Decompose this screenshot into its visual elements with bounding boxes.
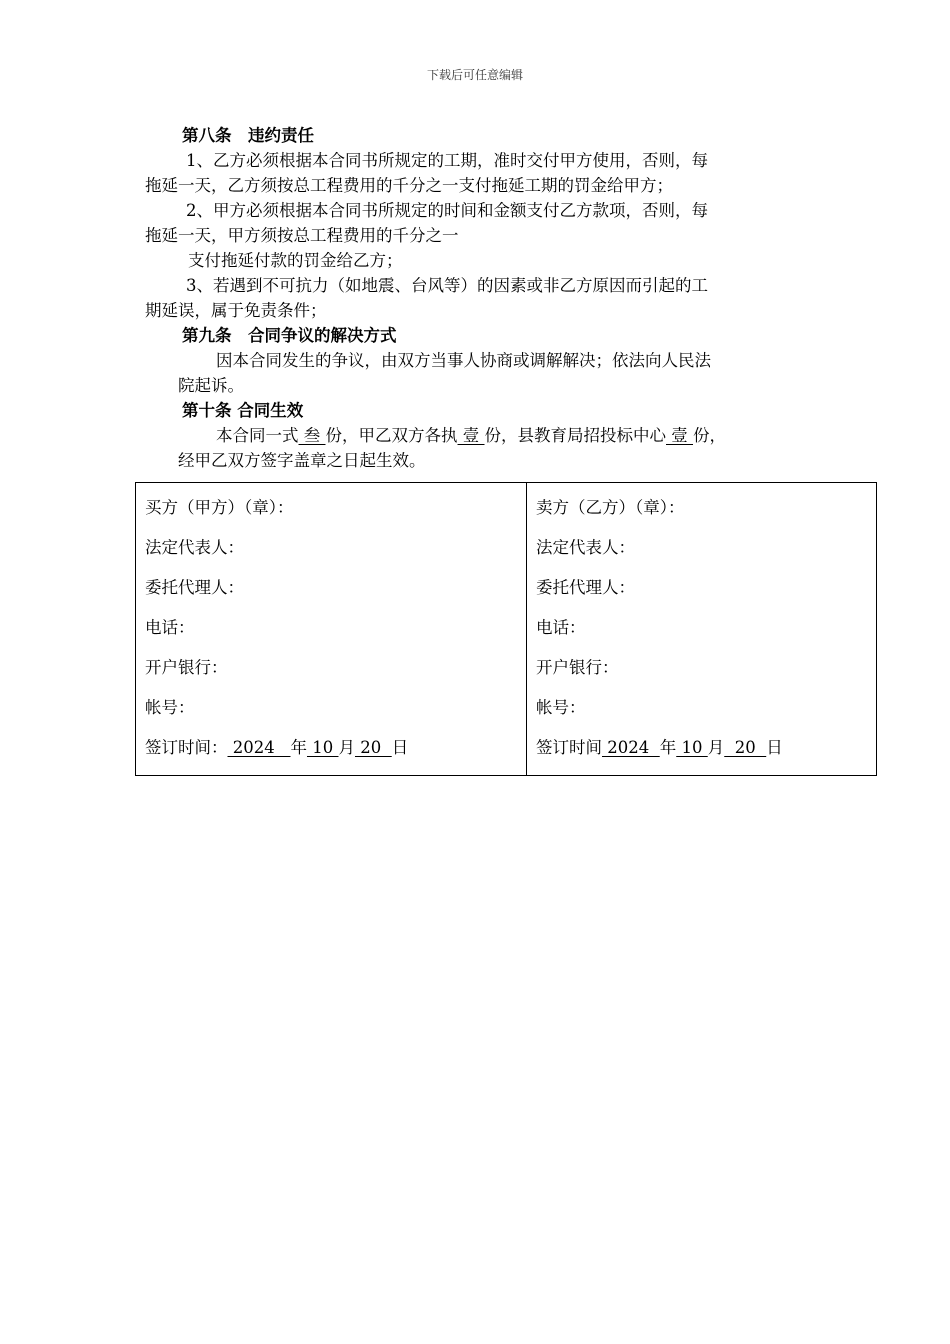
buyer-legal-rep-label: 法定代表人：	[145, 538, 244, 557]
seller-agent-label: 委托代理人：	[536, 578, 635, 597]
article-8-clause-1-line-1: 1、乙方必须根据本合同书所规定的工期，准时交付甲方使用，否则，每	[186, 151, 708, 170]
signature-table	[135, 482, 877, 776]
buyer-month-suffix: 月	[338, 738, 355, 757]
seller-date-label: 签订时间	[536, 738, 602, 757]
article-8-title: 第八条 违约责任	[182, 126, 314, 145]
buyer-party-label: 买方（甲方）（章）：	[145, 498, 294, 517]
buyer-year-suffix: 年	[290, 738, 307, 757]
copies-total-field: 叁	[298, 426, 326, 445]
article-8-clause-3-line-1: 3、若遇到不可抗力（如地震、台风等）的因素或非乙方原因而引起的工	[186, 276, 708, 295]
article-10-line-2: 经甲乙双方签字盖章之日起生效。	[178, 451, 426, 470]
buyer-account-label: 帐号：	[145, 698, 195, 717]
buyer-year-field: 2024	[227, 738, 291, 757]
buyer-cell	[136, 483, 527, 776]
seller-legal-rep-label: 法定代表人：	[536, 538, 635, 557]
article-9-line-1: 因本合同发生的争议，由双方当事人协商或调解解决；依法向人民法	[216, 351, 711, 370]
article-8-clause-1-line-2: 拖延一天，乙方须按总工程费用的千分之一支付拖延工期的罚金给甲方；	[145, 176, 673, 195]
article-10-line-1	[216, 424, 726, 448]
page-header: 下载后可任意编辑	[426, 68, 523, 82]
article-9-line-2: 院起诉。	[178, 376, 244, 395]
buyer-phone-label: 电话：	[145, 618, 195, 637]
seller-party-label: 卖方（乙方）（章）：	[536, 498, 685, 517]
seller-year-field: 2024	[602, 738, 660, 757]
seller-account-label: 帐号：	[536, 698, 586, 717]
buyer-agent-label: 委托代理人：	[145, 578, 244, 597]
seller-month-suffix: 月	[707, 738, 725, 757]
article-8-clause-2-line-3: 支付拖延付款的罚金给乙方；	[188, 251, 403, 270]
buyer-date-label: 签订时间：	[145, 738, 228, 757]
seller-day-field: 20	[724, 738, 767, 757]
copies-each-field: 壹	[457, 426, 485, 445]
seller-sign-date	[536, 735, 876, 775]
article-10-seg-2: 份，甲乙双方各执	[325, 426, 458, 445]
article-8-clause-3-line-2: 期延误，属于免责条件；	[145, 301, 327, 320]
seller-day-suffix: 日	[766, 738, 783, 757]
buyer-sign-date	[145, 735, 526, 775]
article-8-clause-2-line-2: 拖延一天，甲方须按总工程费用的千分之一	[145, 226, 459, 245]
seller-bank-label: 开户银行：	[536, 658, 619, 677]
copies-center-field: 壹	[666, 426, 693, 445]
seller-year-suffix: 年	[659, 738, 677, 757]
article-10-title: 第十条 合同生效	[182, 401, 304, 420]
seller-month-field: 10	[676, 738, 708, 757]
article-10-seg-3: 份，县教育局招投标中心	[484, 426, 666, 445]
buyer-day-field: 20	[354, 738, 392, 757]
buyer-day-suffix: 日	[391, 738, 409, 757]
article-8-clause-2-line-1: 2、甲方必须根据本合同书所规定的时间和金额支付乙方款项，否则，每	[186, 201, 708, 220]
article-9-title: 第九条 合同争议的解决方式	[182, 326, 397, 345]
article-10-seg-4: 份，	[693, 426, 726, 445]
seller-cell	[527, 483, 877, 776]
buyer-month-field: 10	[306, 738, 339, 757]
article-10-seg-1: 本合同一式	[216, 426, 299, 445]
buyer-bank-label: 开户银行：	[145, 658, 228, 677]
seller-phone-label: 电话：	[536, 618, 586, 637]
